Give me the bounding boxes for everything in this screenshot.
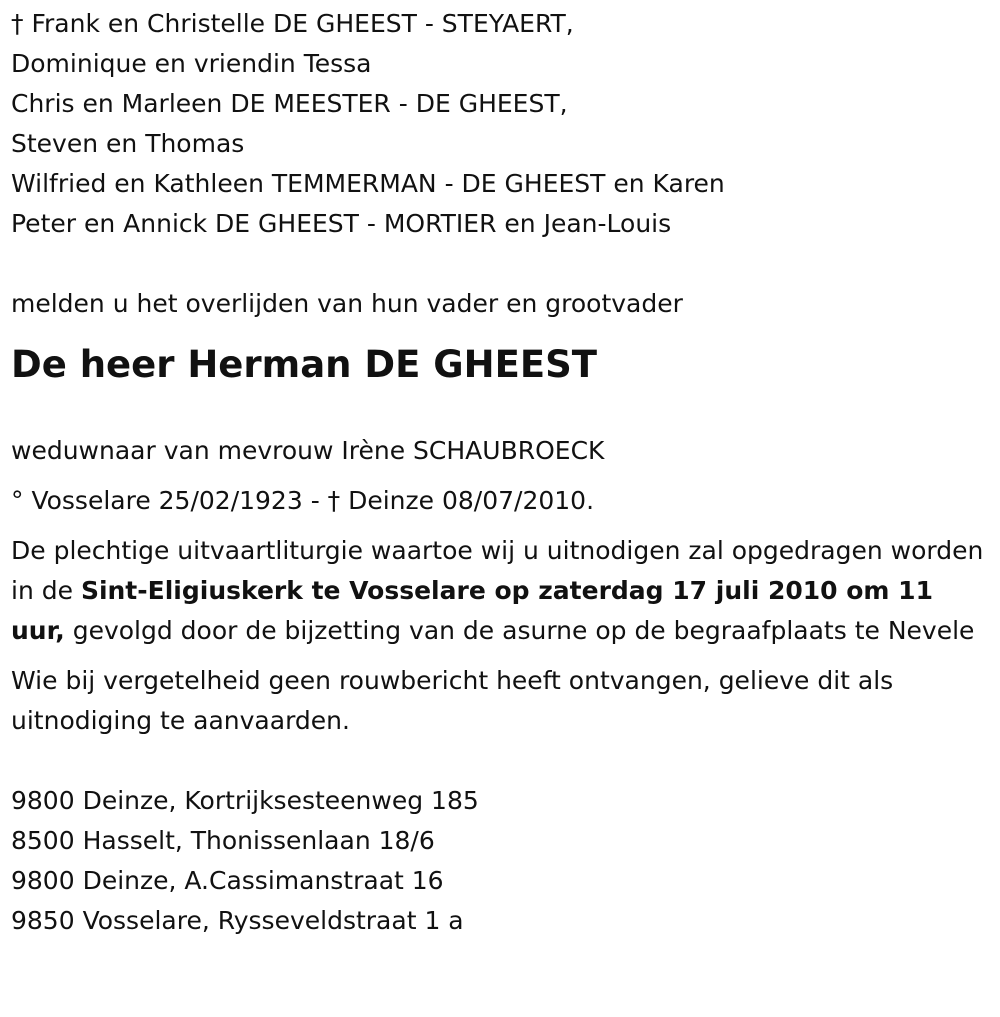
deceased-name: De heer Herman DE GHEEST bbox=[11, 343, 598, 386]
family-line: Chris en Marleen DE MEESTER - DE GHEEST, bbox=[11, 89, 568, 118]
liturgy-location-time: Sint-Eligiuskerk te Vosselare op zaterdag 17 juli 2010 om 11 uur, bbox=[11, 576, 933, 645]
address-line: 9850 Vosselare, Rysseveldstraat 1 a bbox=[11, 906, 464, 935]
address-line: 8500 Hasselt, Thonissenlaan 18/6 bbox=[11, 826, 435, 855]
family-line: Dominique en vriendin Tessa bbox=[11, 49, 372, 78]
widower-line: weduwnaar van mevrouw Irène SCHAUBROECK bbox=[11, 436, 605, 465]
spacer bbox=[11, 741, 988, 781]
family-line: Peter en Annick DE GHEEST - MORTIER en Jean-Louis bbox=[11, 209, 672, 238]
family-line: Wilfried en Kathleen TEMMERMAN - DE GHEEST en Karen bbox=[11, 169, 725, 198]
liturgy-paragraph bbox=[11, 531, 988, 651]
family-list bbox=[11, 4, 988, 244]
family-line: Steven en Thomas bbox=[11, 129, 245, 158]
liturgy-text-intro: De plechtige uitvaartliturgie waartoe wij u uitnodigen zal opgedragen worden in de bbox=[11, 536, 984, 605]
birth-death-dates: ° Vosselare 25/02/1923 - † Deinze 08/07/2010. bbox=[11, 486, 595, 515]
family-line: † Frank en Christelle DE GHEEST - STEYAERT, bbox=[11, 9, 574, 38]
liturgy-text-burial: gevolgd door de bijzetting van de asurne op de begraafplaats te Nevele bbox=[64, 616, 975, 645]
spacer bbox=[11, 391, 988, 431]
address-line: 9800 Deinze, Kortrijksesteenweg 185 bbox=[11, 786, 479, 815]
address-line: 9800 Deinze, A.Cassimanstraat 16 bbox=[11, 866, 444, 895]
address-list bbox=[11, 781, 988, 941]
spacer bbox=[11, 471, 988, 481]
spacer bbox=[11, 521, 988, 531]
spacer bbox=[11, 244, 988, 284]
announcement-text: melden u het overlijden van hun vader en grootvader bbox=[11, 289, 683, 318]
invitation-note: Wie bij vergetelheid geen rouwbericht heeft ontvangen, gelieve dit als uitnodiging te aanvaarden. bbox=[11, 666, 894, 735]
spacer bbox=[11, 651, 988, 661]
